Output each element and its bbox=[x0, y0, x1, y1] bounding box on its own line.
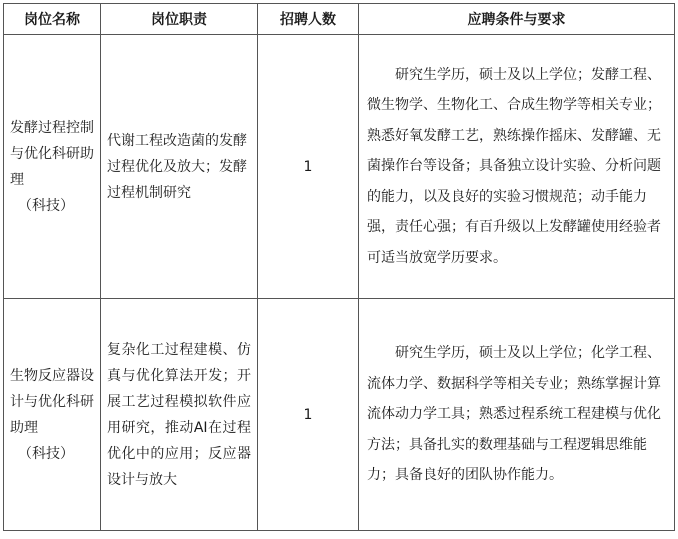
hire-count: 1 bbox=[258, 35, 359, 299]
header-requirements: 应聘条件与要求 bbox=[359, 4, 675, 35]
requirements: 研究生学历，硕士及以上学位；化学工程、流体力学、数据科学等相关专业；熟练掌握计算流体动力学工具；熟悉过程系统工程建模与优化方法；具备扎实的数理基础与工程逻辑思维能力；具备良好的团队协作能力。 bbox=[359, 299, 675, 531]
position-name-cell bbox=[4, 35, 101, 299]
position-category: （科技） bbox=[18, 197, 74, 214]
hire-count: 1 bbox=[258, 299, 359, 531]
position-duty: 复杂化工过程建模、仿真与优化算法开发；开展工艺过程模拟软件应用研究，推动AI在过程优化中的应用；反应器设计与放大 bbox=[101, 299, 258, 531]
header-position-duty: 岗位职责 bbox=[101, 4, 258, 35]
header-position-name: 岗位名称 bbox=[4, 4, 101, 35]
recruitment-table bbox=[3, 3, 675, 531]
header-hire-count: 招聘人数 bbox=[258, 4, 359, 35]
table-row bbox=[4, 35, 675, 299]
table-row bbox=[4, 299, 675, 531]
position-name: 发酵过程控制与优化科研助理 bbox=[10, 119, 94, 188]
table-header-row bbox=[4, 4, 675, 35]
position-name-cell bbox=[4, 299, 101, 531]
position-duty: 代谢工程改造菌的发酵过程优化及放大；发酵过程机制研究 bbox=[101, 35, 258, 299]
requirements: 研究生学历，硕士及以上学位；发酵工程、微生物学、生物化工、合成生物学等相关专业；熟悉好氧发酵工艺，熟练操作摇床、发酵罐、无菌操作台等设备；具备独立设计实验、分析问题的能力，以及良好的实验习惯规范；动手能力强，责任心强；有百升级以上发酵罐使用经验者可适当放宽学历要求。 bbox=[359, 35, 675, 299]
position-category: （科技） bbox=[18, 445, 74, 462]
position-name: 生物反应器设计与优化科研助理 bbox=[10, 367, 94, 436]
